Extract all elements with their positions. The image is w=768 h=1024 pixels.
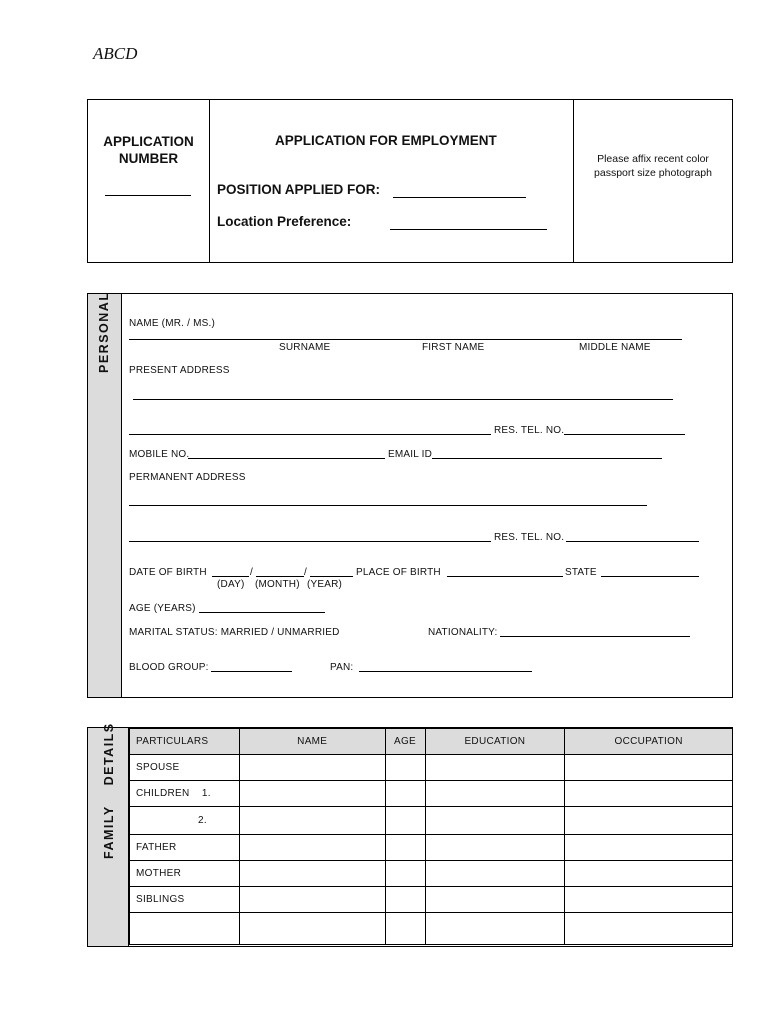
place-of-birth-field[interactable]	[447, 576, 563, 577]
age-field[interactable]	[199, 612, 325, 613]
blood-group-label: BLOOD GROUP:	[129, 662, 209, 673]
present-address-field[interactable]	[133, 399, 673, 400]
middle-name-caption: MIDDLE NAME	[579, 342, 651, 353]
table-row	[130, 887, 733, 913]
mobile-label: MOBILE NO.	[129, 449, 190, 460]
table-cell[interactable]	[239, 807, 385, 835]
month-caption: (MONTH)	[255, 579, 300, 590]
table-cell[interactable]	[385, 781, 425, 807]
dob-separator: /	[250, 567, 253, 578]
res-tel-label-2: RES. TEL. NO.	[494, 532, 565, 543]
column-header: EDUCATION	[425, 729, 565, 755]
table-cell[interactable]	[425, 807, 565, 835]
permanent-address-field-2[interactable]	[129, 541, 491, 542]
year-caption: (YEAR)	[307, 579, 343, 590]
table-cell[interactable]	[425, 887, 565, 913]
table-cell[interactable]	[239, 781, 385, 807]
place-of-birth-label: PLACE OF BIRTH	[356, 567, 441, 578]
table-cell[interactable]	[385, 861, 425, 887]
personal-section-label: PERSONAL	[97, 291, 111, 373]
pan-field[interactable]	[359, 671, 532, 672]
mobile-field[interactable]	[188, 458, 385, 459]
age-label: AGE (YEARS)	[129, 603, 196, 614]
nationality-label: NATIONALITY:	[428, 627, 498, 638]
pan-label: PAN:	[330, 662, 354, 673]
table-cell[interactable]	[239, 887, 385, 913]
table-cell[interactable]	[385, 807, 425, 835]
table-cell[interactable]	[565, 807, 733, 835]
surname-caption: SURNAME	[279, 342, 331, 353]
table-cell[interactable]	[239, 755, 385, 781]
table-cell[interactable]	[425, 913, 565, 945]
form-title: APPLICATION FOR EMPLOYMENT	[275, 133, 497, 148]
table-row	[130, 755, 733, 781]
column-header: PARTICULARS	[130, 729, 240, 755]
header-divider	[209, 100, 210, 262]
marital-status-label: MARITAL STATUS: MARRIED / UNMARRIED	[129, 627, 340, 638]
table-row	[130, 913, 733, 945]
blood-group-field[interactable]	[211, 671, 292, 672]
name-field[interactable]	[129, 339, 682, 340]
table-row	[130, 807, 733, 835]
photo-placeholder: Please affix recent color passport size photograph	[594, 153, 712, 179]
dob-month-field[interactable]	[256, 576, 304, 577]
name-label: NAME (MR. / MS.)	[129, 318, 215, 329]
table-cell[interactable]	[565, 781, 733, 807]
res-tel-label: RES. TEL. NO.	[494, 425, 565, 436]
table-cell[interactable]	[425, 861, 565, 887]
personal-section	[87, 293, 733, 698]
state-field[interactable]	[601, 576, 699, 577]
table-cell[interactable]	[239, 861, 385, 887]
first-name-caption: FIRST NAME	[422, 342, 485, 353]
row-label-mother: MOTHER	[130, 861, 240, 887]
header-divider	[573, 100, 574, 262]
table-cell[interactable]	[385, 755, 425, 781]
email-field[interactable]	[432, 458, 662, 459]
company-name: ABCD	[93, 44, 138, 63]
table-cell[interactable]	[565, 835, 733, 861]
table-row	[130, 835, 733, 861]
table-cell[interactable]	[385, 835, 425, 861]
column-header: AGE	[385, 729, 425, 755]
present-address-label: PRESENT ADDRESS	[129, 365, 230, 376]
present-address-field-2[interactable]	[129, 434, 491, 435]
row-label-children: CHILDREN 1.	[130, 781, 240, 807]
personal-sidebar	[88, 291, 122, 697]
dob-label: DATE OF BIRTH	[129, 567, 207, 578]
application-number-field[interactable]	[105, 195, 191, 196]
position-label: POSITION APPLIED FOR:	[217, 182, 381, 197]
table-cell[interactable]	[565, 755, 733, 781]
position-field[interactable]	[393, 197, 526, 198]
table-cell[interactable]	[239, 913, 385, 945]
res-tel-field[interactable]	[564, 434, 685, 435]
table-cell[interactable]	[565, 887, 733, 913]
header-box	[87, 99, 733, 263]
column-header: OCCUPATION	[565, 729, 733, 755]
day-caption: (DAY)	[217, 579, 245, 590]
row-label-child-2: 2.	[130, 807, 240, 835]
email-label: EMAIL ID	[388, 449, 433, 460]
permanent-address-label: PERMANENT ADDRESS	[129, 472, 246, 483]
family-table	[129, 728, 733, 945]
res-tel-field-2[interactable]	[566, 541, 699, 542]
dob-separator: /	[304, 567, 307, 578]
table-row	[130, 781, 733, 807]
table-cell[interactable]	[385, 887, 425, 913]
table-cell[interactable]	[425, 835, 565, 861]
table-cell[interactable]	[130, 913, 240, 945]
table-cell[interactable]	[425, 755, 565, 781]
column-header: NAME	[239, 729, 385, 755]
table-cell[interactable]	[565, 913, 733, 945]
family-sidebar	[88, 722, 129, 946]
permanent-address-field[interactable]	[129, 505, 647, 506]
row-label-father: FATHER	[130, 835, 240, 861]
state-label: STATE	[565, 567, 597, 578]
family-section-label: FAMILY DETAILS	[102, 722, 116, 859]
nationality-field[interactable]	[500, 636, 690, 637]
application-number-label: APPLICATION NUMBER	[103, 134, 194, 166]
row-label-siblings: SIBLINGS	[130, 887, 240, 913]
location-field[interactable]	[390, 229, 547, 230]
table-cell[interactable]	[565, 861, 733, 887]
row-label-spouse: SPOUSE	[130, 755, 240, 781]
table-header-row	[130, 729, 733, 755]
table-row	[130, 861, 733, 887]
table-cell[interactable]	[239, 835, 385, 861]
dob-year-field[interactable]	[310, 576, 353, 577]
family-section	[87, 722, 733, 947]
location-label: Location Preference:	[217, 214, 352, 229]
dob-day-field[interactable]	[212, 576, 249, 577]
table-cell[interactable]	[385, 913, 425, 945]
table-cell[interactable]	[425, 781, 565, 807]
